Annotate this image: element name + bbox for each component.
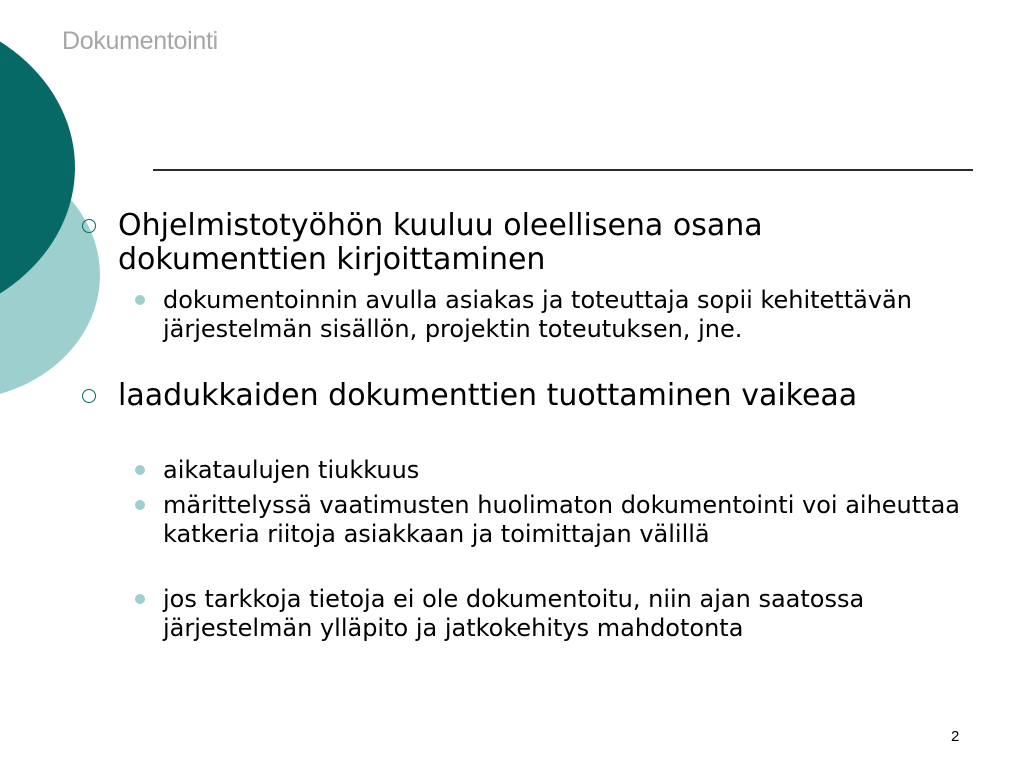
bullet-text: märittelyssä vaatimusten huolimaton dokumentointi voi aiheuttaa katkeria riitoja asiakkaan ja toimittajan välillä: [163, 491, 960, 548]
page-number: 2: [951, 728, 960, 745]
dot-bullet-icon: [135, 594, 145, 604]
bullet-item-level2: [163, 286, 973, 344]
bullet-item-level1: [118, 379, 918, 413]
bullet-text: laadukkaiden dokumenttien tuottaminen vaikeaa: [118, 378, 858, 413]
hollow-circle-bullet-icon: [82, 389, 96, 403]
bullet-text: Ohjelmistotyöhön kuuluu oleellisena osana dokumenttien kirjoittaminen: [118, 208, 763, 277]
dot-bullet-icon: [135, 500, 145, 510]
bullet-text: aikataulujen tiukkuus: [163, 456, 420, 484]
bullet-text: dokumentoinnin avulla asiakas ja toteuttaja sopii kehitettävän järjestelmän sisällön, projektin toteutuksen, jne.: [163, 286, 912, 343]
bullet-item-level1: [118, 209, 918, 277]
bullet-item-level2: [163, 491, 973, 549]
bullet-item-level2: [163, 456, 973, 485]
bullet-item-level2: [163, 585, 973, 643]
hollow-circle-bullet-icon: [82, 219, 96, 233]
bullet-text: jos tarkkoja tietoja ei ole dokumentoitu, niin ajan saatossa järjestelmän ylläpito ja jatkokehitys mahdotonta: [163, 585, 865, 642]
dot-bullet-icon: [135, 465, 145, 475]
slide-title: Dokumentointi: [62, 27, 218, 55]
dot-bullet-icon: [135, 295, 145, 305]
